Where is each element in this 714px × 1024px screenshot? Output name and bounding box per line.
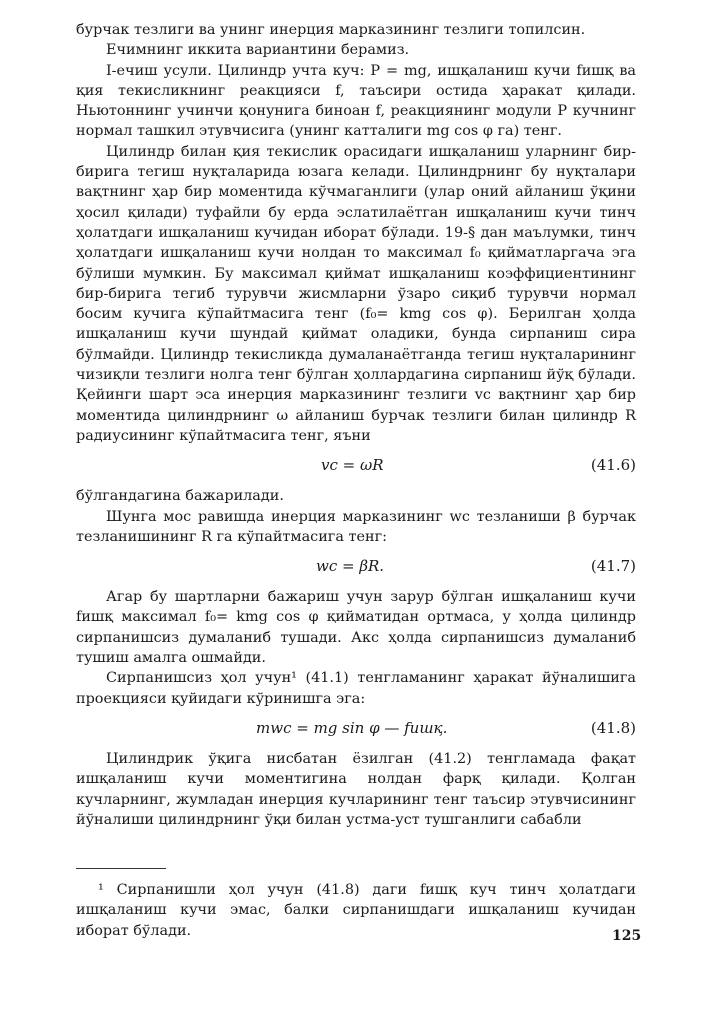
paragraph: Шунга мос равишда инерция марказининг wc тезланиши β бурчак тезланишининг R га кўпайтмасига тенг: <box>76 508 636 545</box>
equation <box>76 547 636 587</box>
paragraph: бурчак тезлиги ва унинг инерция марказининг тезлиги топилсин. <box>76 22 586 38</box>
paragraph: Агар бу шартларни бажариш учун зарур бўлган ишқаланиш кучи fишқ максимал f₀= kmg cos φ қийматидан ортмаса, у ҳолда цилиндр сирпанишсиз думаланиб тушади. Акс ҳолда сирпанишсиз думаланиб тушиш амалга ошмайди. <box>76 589 636 667</box>
paragraph: I-ечиш усули. Цилиндр учта куч: P = mg, ишқаланиш кучи fишқ ва қия текисликнинг реакцияси f, таъсири остида ҳаракат қилади. Ньютоннинг учинчи қонунига биноан f, реакциянинг модули P кучнинг нормал ташкил этувчисига (унинг катталиги mg cos φ га) тенг. <box>76 62 636 140</box>
page-number: 125 <box>612 928 642 944</box>
paragraph: бўлгандагина бажарилади. <box>76 488 284 505</box>
equation-formula: wc = βR. <box>316 557 385 576</box>
equation-number: (41.6) <box>590 456 636 475</box>
equation <box>76 446 636 486</box>
footnote <box>76 880 636 941</box>
equation-formula: vc = ωR <box>321 456 384 475</box>
paragraph: Цилиндр билан қия текислик орасидаги ишқаланиш уларнинг бир-бирига тегиш нуқталарида юзага келади. Цилиндрнинг бу нуқталари вақтнинг ҳар бир моментида кўчмаганлиги (улар оний айланиш ўқини ҳосил қилади) туфайли бу ерда эслатилаётган ишқаланиш кучи тинч ҳолатдаги ишқаланиш кучидан иборат бўлади. 19-§ дан маълумки, тинч ҳолатдаги ишқаланиш кучи нолдан то максимал f₀ қийматларгача эга бўлиши мумкин. Бу максимал қиймат ишқаланиш коэффициентининг бир-бирига тегиб турувчи жисмларни ўзаро сиқиб турувчи нормал босим кучига кўпайтмасига тенг (f₀= kmg cos φ). Берилган ҳолда ишқаланиш кучи шундай қиймат оладики, бунда сирпаниш сира бўлмайди. Цилиндр текисликда думаланаётганда тегиш нуқталарининг чизиқли тезлиги нолга тенг бўлган ҳоллардагина сирпаниш йўқ бўлади. Қейинги шарт эса инерция марказининг тезлиги vc вақтнинг ҳар бир моментида цилиндрнинг ω айланиш бурчак тезлиги билан цилиндр R радиусининг кўпайтмасига тенг, яъни <box>76 143 636 444</box>
equation-number: (41.7) <box>590 557 636 576</box>
paragraph: Цилиндрик ўқига нисбатан ёзилган (41.2) тенгламада фақат ишқаланиш кучи моментигина нолдан фарқ қилади. Қолган кучларнинг, жумладан инерция кучларининг тенг таъсир этувчисининг йўналиши цилиндрнинг ўқи билан устма-уст тушганлиги сабабли <box>76 750 636 828</box>
equation <box>76 709 636 749</box>
footnote-text: ¹ Сирпанишли ҳол учун (41.8) даги fишқ куч тинч ҳолатдаги ишқаланиш кучи эмас, балки сирпанишдаги ишқаланиш кучидан иборат бўлади. <box>76 882 636 939</box>
equation-number: (41.8) <box>590 718 636 737</box>
paragraph: Сирпанишсиз ҳол учун¹ (41.1) тенгламанинг ҳаракат йўналишига проекцияси қуйидаги кўринишга эга: <box>76 670 636 707</box>
page-body <box>76 20 636 830</box>
equation-formula: mwc = mg sin φ — fишқ. <box>256 718 448 737</box>
paragraph: Ечимнинг иккита вариантини берамиз. <box>106 42 410 59</box>
footnote-divider <box>76 868 166 869</box>
